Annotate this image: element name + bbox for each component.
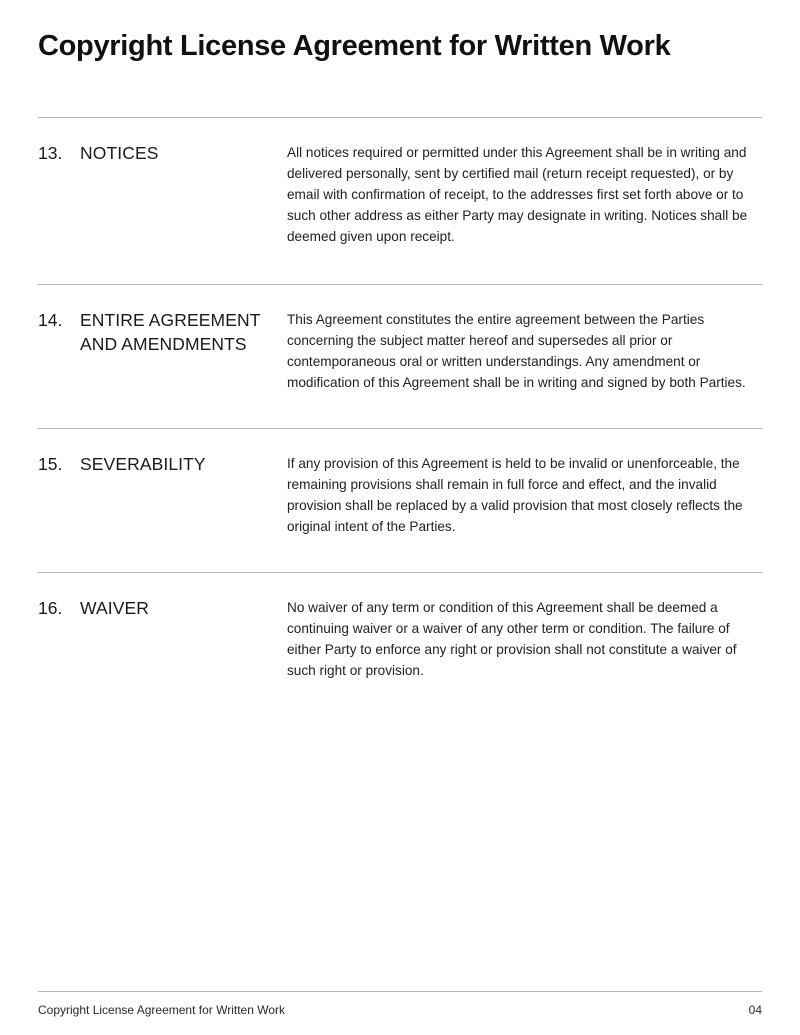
section-title: NOTICES xyxy=(80,143,159,163)
section-title: ENTIRE AGREEMENT AND AMENDMENTS xyxy=(80,310,261,354)
section-waiver xyxy=(38,572,762,732)
section-body: This Agreement constitutes the entire agreement between the Parties concerning the subject matter hereof and supersedes all prior or contemporaneous oral or written understandings. Any amendment or modification of this Agreement shall be in writing and signed by both Parties. xyxy=(287,312,746,390)
section-number: 16. xyxy=(38,598,63,618)
section-body: No waiver of any term or condition of this Agreement shall be deemed a continuing waiver or a waiver of any other term or condition. The failure of either Party to enforce any right or provision shall not constitute a waiver of such right or provision. xyxy=(287,600,737,678)
page-title: Copyright License Agreement for Written Work xyxy=(38,30,671,62)
section-body: All notices required or permitted under this Agreement shall be in writing and delivered personally, sent by certified mail (return receipt requested), or by email with confirmation of receipt, to the addresses first set forth above or to such other address as either Party may designate in writing. Notices shall be deemed given upon receipt. xyxy=(287,145,748,244)
section-number: 14. xyxy=(38,310,63,330)
section-title: SEVERABILITY xyxy=(80,454,206,474)
section-entire-agreement xyxy=(38,284,762,428)
section-severability xyxy=(38,428,762,572)
section-number: 13. xyxy=(38,143,63,163)
sections-list xyxy=(38,117,762,732)
section-number: 15. xyxy=(38,454,63,474)
section-body: If any provision of this Agreement is held to be invalid or unenforceable, the remaining provisions shall remain in full force and effect, and the invalid provision shall be replaced by a valid provision that most closely reflects the original intent of the Parties. xyxy=(287,456,743,534)
footer-page-number: 04 xyxy=(748,1003,762,1017)
page-footer xyxy=(38,991,762,1017)
section-notices xyxy=(38,117,762,284)
footer-document-title: Copyright License Agreement for Written Work xyxy=(38,1003,285,1017)
section-title: WAIVER xyxy=(80,598,149,618)
